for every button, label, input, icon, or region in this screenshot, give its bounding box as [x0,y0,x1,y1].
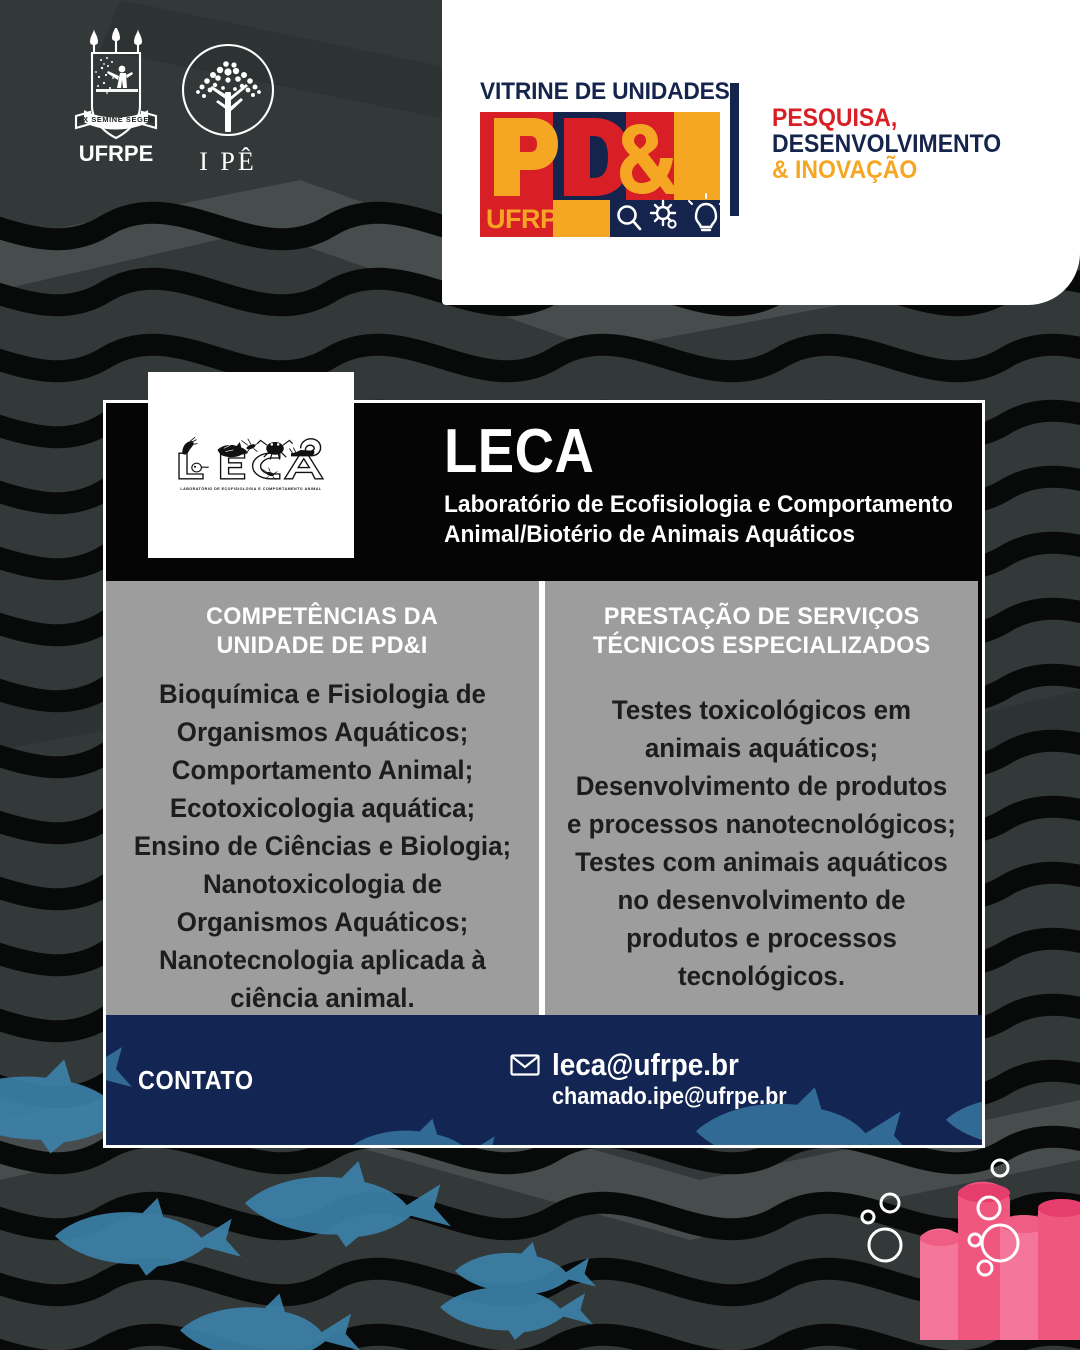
leca-logo-caption: LABORATÓRIO DE ECOFISIOLOGIA E COMPORTAMENTO ANIMAL [180,486,322,491]
contact-emails [510,1049,813,1111]
ipe-wordmark: I PÊ [199,147,257,173]
services-heading [593,603,931,661]
ufrpe-wordmark: UFRPE [78,141,154,166]
contact-email-secondary[interactable]: chamado.ipe@ufrpe.br [552,1083,788,1110]
competencies-body: Bioquímica e Fisiologia de Organismos Aquáticos; Comportamento Animal; Ecotoxicologia aquática; Ensino de Ciências e Biologia; Nanotoxicologia de Organismos Aquáticos; Nanotecnologia aplicada à ciência animal. [133,678,512,1014]
pdi-ufrpe-label: UFRPE [486,203,576,234]
competencies-heading-line-2: UNIDADE DE PD&I [216,631,429,659]
pdi-header-panel [442,0,1080,305]
competencies-heading-line-1: COMPETÊNCIAS DA [206,603,439,630]
contact-email-primary[interactable]: leca@ufrpe.br [552,1047,740,1082]
services-body: Testes toxicológicos em animais aquáticos; Desenvolvimento de produtos e processos nanotecnológicos; Testes com animais aquáticos no desenvolvimento de produtos e processos tecnológicos. [567,694,956,992]
institution-logos [60,28,280,173]
leca-logo-box [148,372,354,558]
contact-label: CONTATO [138,1064,254,1095]
pdi-tagline [772,105,1001,183]
services-column [545,581,978,1015]
envelope-icon [510,1054,540,1076]
leca-logo-mark [171,434,331,496]
vitrine-label: VITRINE DE UNIDADES [480,78,730,105]
unit-card [103,400,985,1148]
unit-acronym: LECA [444,417,595,486]
unit-name [444,490,953,550]
unit-name-line-1: Laboratório de Ecofisiologia e Comportamento [444,490,953,518]
header-divider [730,83,739,216]
unit-titles [444,417,968,550]
competencies-column [106,581,539,1015]
unit-card-header [106,403,982,581]
tagline-line-1: PESQUISA, [772,104,898,132]
competencies-heading [207,603,439,661]
services-heading-line-2: TÉCNICOS ESPECIALIZADOS [592,631,931,659]
services-heading-line-1: PRESTAÇÃO DE SERVIÇOS [603,603,920,630]
pdi-logo-mark [480,112,720,237]
contact-bar [106,1015,982,1145]
crest-motto: EX SEMINE SEGES [77,115,155,124]
tagline-line-3: & INOVAÇÃO [772,156,918,184]
unit-card-columns [106,581,982,1015]
pdi-logo-block [480,80,730,237]
unit-name-line-2: Animal/Biotério de Animais Aquáticos [444,520,856,548]
tagline-line-2: DESENVOLVIMENTO [772,130,1002,158]
